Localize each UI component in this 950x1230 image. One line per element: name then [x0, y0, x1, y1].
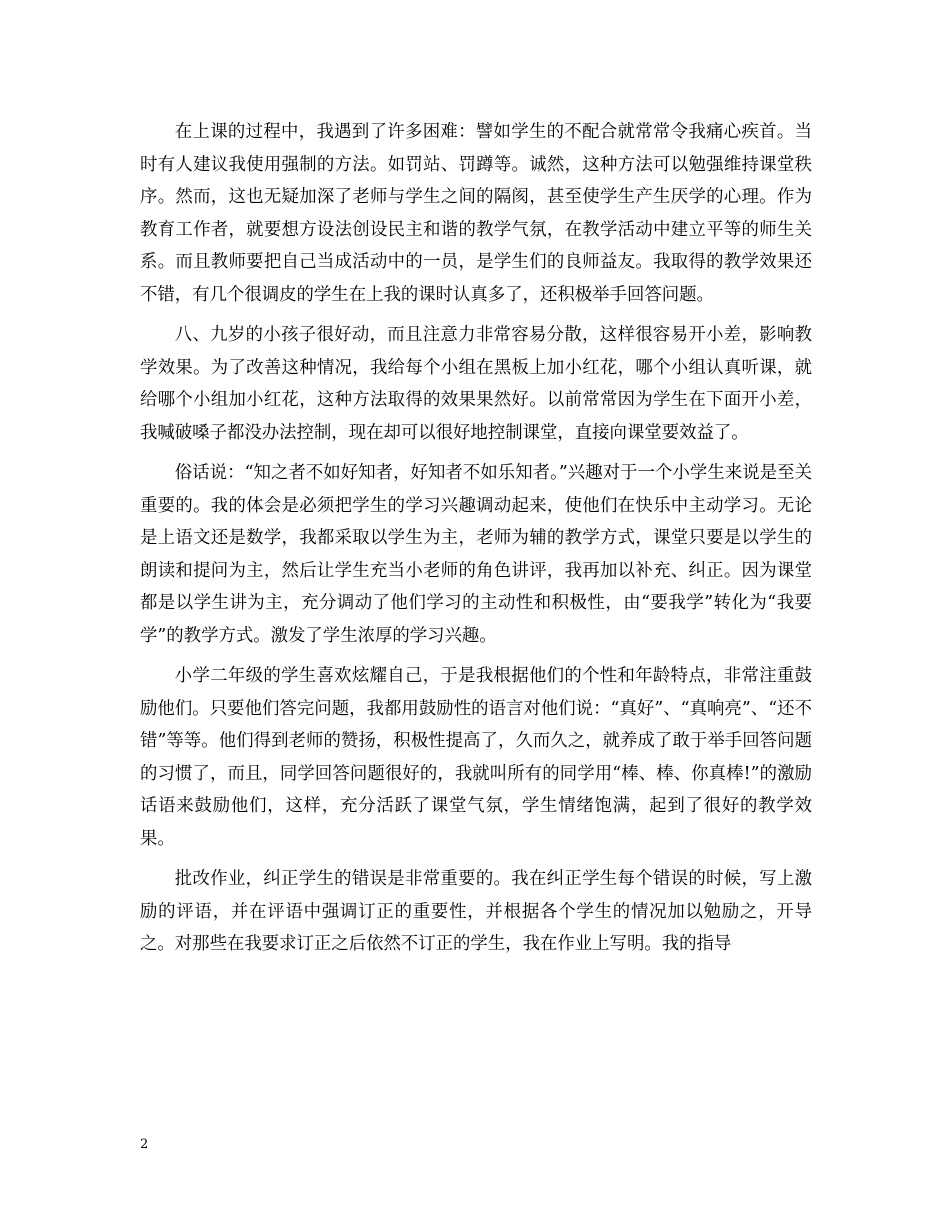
paragraph-homework-correction: 批改作业，纠正学生的错误是非常重要的。我在纠正学生每个错误的时候，写上激励的评语，并在评语中强调订正的重要性，并根据各个学生的情况加以勉励之，开导之。对那些在我要求订正之后依然不订正的学生，我在作业上写明。我的指导 — [140, 869, 812, 954]
paragraph-classroom-difficulties: 在上课的过程中，我遇到了许多困难：譬如学生的不配合就常常令我痛心疾首。当时有人建议我使用强制的方法。如罚站、罚蹲等。诚然，这种方法可以勉强维持课堂秩序。然而，这也无疑加深了老师与学生之间的隔阂，甚至使学生产生厌学的心理。作为教育工作者，就要想方设法创设民主和谐的教学气氛，在教学活动中建立平等的师生关系。而且教师要把自己当成活动中的一员，是学生们的良师益友。我取得的教学效果还不错，有几个很调皮的学生在上我的课时认真多了，还积极举手回答问题。 — [140, 122, 812, 305]
page-number: 2 — [140, 1137, 149, 1152]
body-text — [140, 116, 812, 969]
paragraph-learning-interest: 俗话说：“知之者不如好知者，好知者不如乐知者。”兴趣对于一个小学生来说是至关重要的。我的体会是必须把学生的学习兴趣调动起来，使他们在快乐中主动学习。无论是上语文还是数学，我都采取以学生为主，老师为辅的教学方式，课堂只要是以学生的朗读和提问为主，然后让学生充当小老师的角色讲评，我再加以补充、纠正。因为课堂都是以学生讲为主，充分调动了他们学习的主动性和积极性，由“要我学”转化为“我要学”的教学方式。激发了学生浓厚的学习兴趣。 — [140, 463, 812, 646]
paragraph-encouragement: 小学二年级的学生喜欢炫耀自己，于是我根据他们的个性和年龄特点，非常注重鼓励他们。只要他们答完问题，我都用鼓励性的语言对他们说：“真好”、“真响亮”、“还不错”等等。他们得到老师的赞扬，积极性提高了，久而久之，就养成了敢于举手回答问题的习惯了，而且，同学回答问题很好的，我就叫所有的同学用“棒、棒、你真棒!”的激励话语来鼓励他们，这样，充分活跃了课堂气氛，学生情绪饱满，起到了很好的教学效果。 — [140, 666, 812, 849]
paragraph-attention-management: 八、九岁的小孩子很好动，而且注意力非常容易分散，这样很容易开小差，影响教学效果。为了改善这种情况，我给每个小组在黑板上加小红花，哪个小组认真听课，就给哪个小组加小红花，这种方法取得的效果果然好。以前常常因为学生在下面开小差，我喊破嗓子都没办法控制，现在却可以很好地控制课堂，直接向课堂要效益了。 — [140, 325, 812, 443]
